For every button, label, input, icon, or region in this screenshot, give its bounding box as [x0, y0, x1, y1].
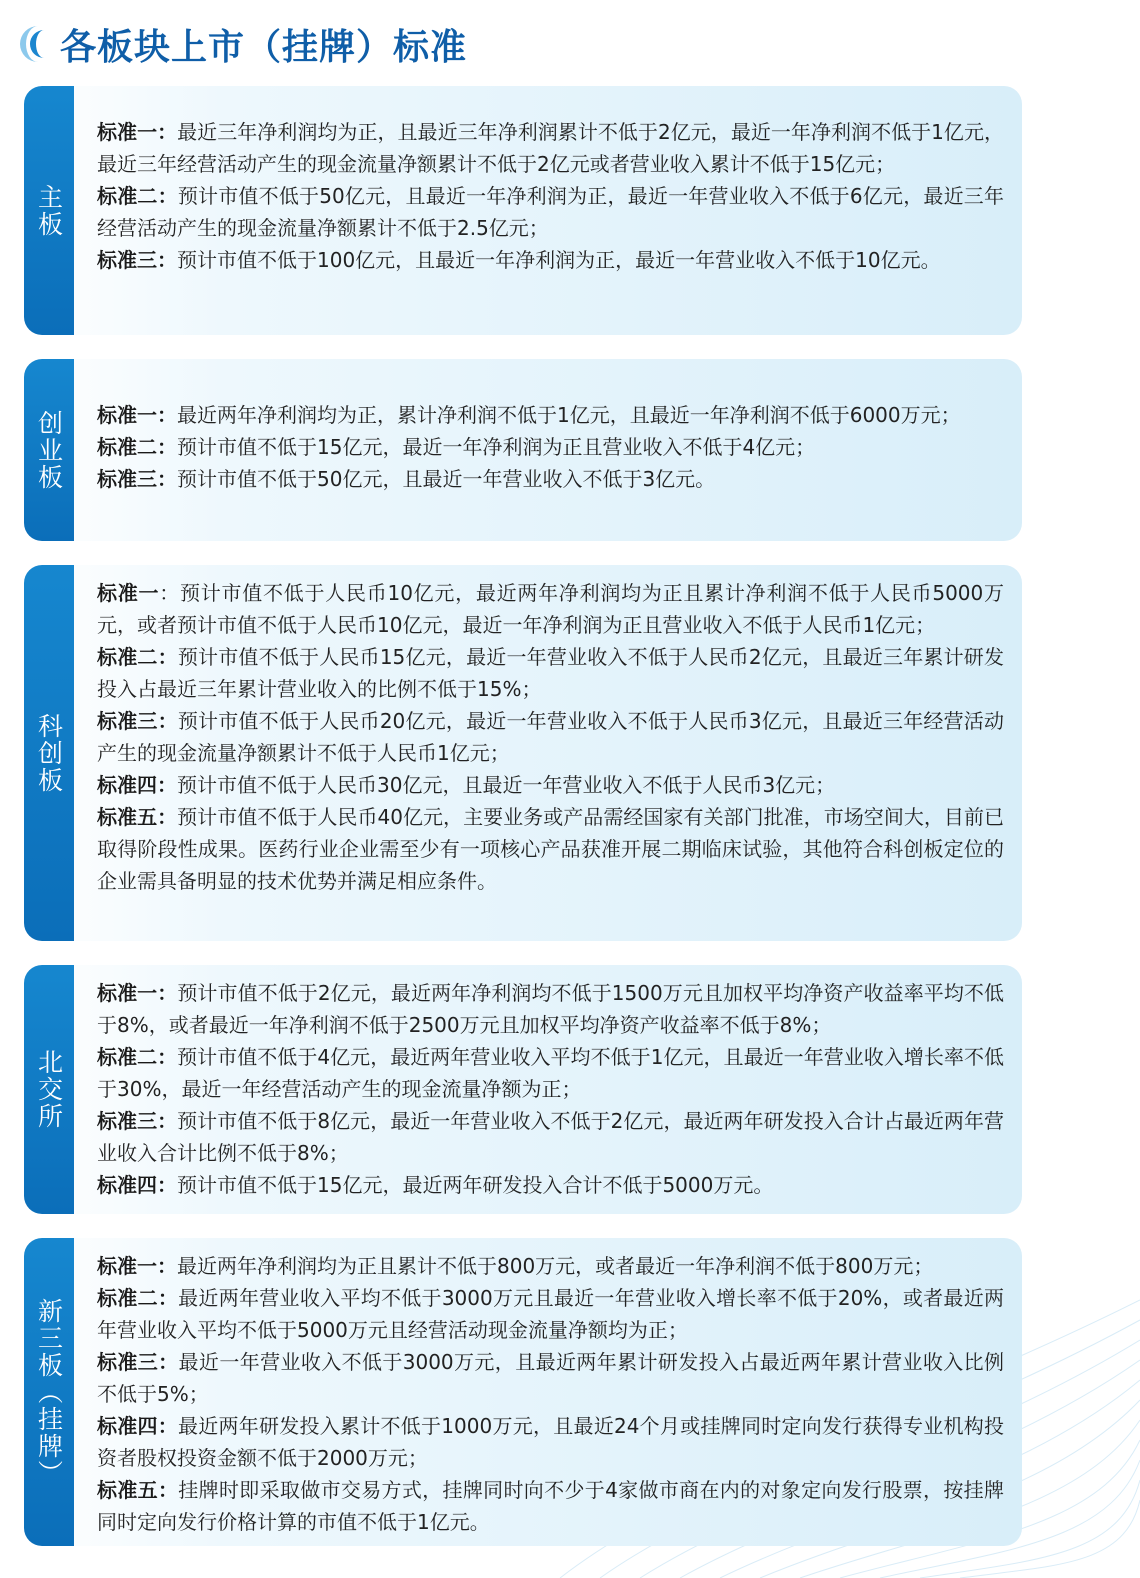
criteria-list [97, 116, 1004, 276]
criterion-text: 预计市值不低于2亿元，最近两年净利润均不低于1500万元且加权平均净资产收益率平均不低于8%，或者最近一年净利润不低于2500万元且加权平均净资产收益率不低于8%； [97, 981, 1005, 1037]
criterion-text: 最近三年净利润均为正，且最近三年净利润累计不低于2亿元，最近一年净利润不低于1亿元，最近三年经营活动产生的现金流量净额累计不低于2亿元或者营业收入累计不低于15亿元； [97, 120, 1004, 176]
criterion-item [97, 977, 1004, 1041]
criterion-item [97, 769, 1004, 801]
criterion-label: 标准三： [97, 467, 177, 491]
criterion-text: 预计市值不低于50亿元，且最近一年营业收入不低于3亿元。 [177, 467, 716, 491]
criterion-text: 预计市值不低于人民币40亿元，主要业务或产品需经国家有关部门批准，市场空间大，目前已取得阶段性成果。医药行业企业需至少有一项核心产品获准开展二期临床试验，其他符合科创板定位的企业需具备明显的技术优势并满足相应条件。 [97, 805, 1004, 893]
criterion-text: 最近两年营业收入平均不低于3000万元且最近一年营业收入增长率不低于20%，或者最近两年营业收入平均不低于5000万元且经营活动现金流量净额均为正； [97, 1286, 1004, 1342]
criterion-text: 挂牌时即采取做市交易方式，挂牌同时向不少于4家做市商在内的对象定向发行股票，按挂牌同时定向发行价格计算的市值不低于1亿元。 [97, 1478, 1004, 1534]
section-chinext [24, 359, 1022, 541]
title-arc-icon [20, 22, 50, 66]
criterion-label: 标准一 [97, 581, 160, 605]
criterion-label: 标准二： [97, 184, 178, 208]
section-star-market [24, 565, 1022, 941]
criteria-list [97, 977, 1004, 1201]
criterion-item [97, 116, 1004, 180]
criterion-label: 标准三： [97, 1350, 179, 1374]
side-tab [24, 359, 74, 541]
section-label: 科创板 [34, 712, 64, 794]
criterion-text: 预计市值不低于人民币15亿元，最近一年营业收入不低于人民币2亿元，且最近三年累计研发投入占最近三年累计营业收入的比例不低于15%； [97, 645, 1004, 701]
section-label: 新三板（挂牌） [34, 1297, 64, 1487]
criterion-text: 预计市值不低于15亿元，最近一年净利润为正且营业收入不低于4亿元； [177, 435, 816, 459]
criterion-item [97, 1105, 1004, 1169]
criterion-text: 最近两年净利润均为正，累计净利润不低于1亿元，且最近一年净利润不低于6000万元； [177, 403, 961, 427]
criterion-item [97, 431, 1004, 463]
side-tab [24, 1238, 74, 1546]
criterion-text: 预计市值不低于100亿元，且最近一年净利润为正，最近一年营业收入不低于10亿元。 [177, 248, 941, 272]
criterion-label: 标准一： [97, 981, 178, 1005]
side-tab [24, 965, 74, 1214]
criterion-item [97, 1041, 1004, 1105]
criterion-label: 标准二： [97, 1286, 179, 1310]
criterion-text: 预计市值不低于人民币20亿元，最近一年营业收入不低于人民币3亿元，且最近三年经营活动产生的现金流量净额累计不低于人民币1亿元； [97, 709, 1004, 765]
criterion-text: 最近两年研发投入累计不低于1000万元，且最近24个月或挂牌同时定向发行获得专业机构投资者股权投资金额不低于2000万元； [97, 1414, 1004, 1470]
criteria-list [97, 1250, 1004, 1538]
criterion-item [97, 463, 1004, 495]
criterion-label: 标准一： [97, 120, 178, 144]
criterion-label: 标准二： [97, 435, 177, 459]
criterion-item [97, 1169, 1004, 1201]
criterion-item [97, 705, 1004, 769]
criterion-item [97, 1250, 1004, 1282]
criterion-item [97, 641, 1004, 705]
criterion-item [97, 1346, 1004, 1410]
criterion-label: 标准一： [97, 403, 177, 427]
criterion-item [97, 180, 1004, 244]
criterion-label: 标准五： [97, 805, 178, 829]
criterion-text: 预计市值不低于8亿元，最近一年营业收入不低于2亿元，最近两年研发投入合计占最近两年营业收入合计比例不低于8%； [97, 1109, 1004, 1165]
section-label: 创业板 [34, 409, 64, 491]
side-tab [24, 86, 74, 335]
criterion-text: 预计市值不低于4亿元，最近两年营业收入平均不低于1亿元，且最近一年营业收入增长率不低于30%，最近一年经营活动产生的现金流量净额为正； [97, 1045, 1004, 1101]
criterion-label: 标准二： [97, 1045, 178, 1069]
criterion-item [97, 577, 1004, 641]
criterion-label: 标准一： [97, 1254, 177, 1278]
criterion-label: 标准五： [97, 1478, 179, 1502]
criterion-text: 最近两年净利润均为正且累计不低于800万元，或者最近一年净利润不低于800万元； [177, 1254, 934, 1278]
criterion-text: 预计市值不低于15亿元，最近两年研发投入合计不低于5000万元。 [177, 1173, 774, 1197]
section-main-board [24, 86, 1022, 335]
criterion-item [97, 1410, 1004, 1474]
criterion-item [97, 801, 1004, 897]
criterion-item [97, 244, 1004, 276]
criterion-label: 标准三： [97, 709, 178, 733]
criterion-label: 标准三： [97, 1109, 178, 1133]
criteria-list [97, 399, 1004, 495]
page-header [20, 14, 467, 74]
criterion-text: 最近一年营业收入不低于3000万元，且最近两年累计研发投入占最近两年累计营业收入比例不低于5%； [97, 1350, 1005, 1406]
criterion-text: ：预计市值不低于人民币10亿元，最近两年净利润均为正且累计净利润不低于人民币5000万元，或者预计市值不低于人民币10亿元，最近一年净利润为正且营业收入不低于人民币1亿元； [97, 581, 1004, 637]
criterion-item [97, 399, 1004, 431]
side-tab [24, 565, 74, 941]
criterion-label: 标准三： [97, 248, 177, 272]
criterion-text: 预计市值不低于50亿元，且最近一年净利润为正，最近一年营业收入不低于6亿元，最近三年经营活动产生的现金流量净额累计不低于2.5亿元； [97, 184, 1004, 240]
criterion-label: 标准四： [97, 773, 177, 797]
criterion-item [97, 1282, 1004, 1346]
criterion-text: 预计市值不低于人民币30亿元，且最近一年营业收入不低于人民币3亿元； [177, 773, 836, 797]
page-title: 各板块上市（挂牌）标准 [60, 26, 468, 68]
criterion-label: 标准二： [97, 645, 178, 669]
criterion-label: 标准四： [97, 1173, 177, 1197]
criteria-list [97, 577, 1004, 897]
section-label: 北交所 [34, 1049, 64, 1130]
criterion-label: 标准四： [97, 1414, 179, 1438]
section-label: 主板 [34, 183, 64, 238]
section-neeq [24, 1238, 1022, 1546]
section-bse [24, 965, 1022, 1214]
criterion-item [97, 1474, 1004, 1538]
